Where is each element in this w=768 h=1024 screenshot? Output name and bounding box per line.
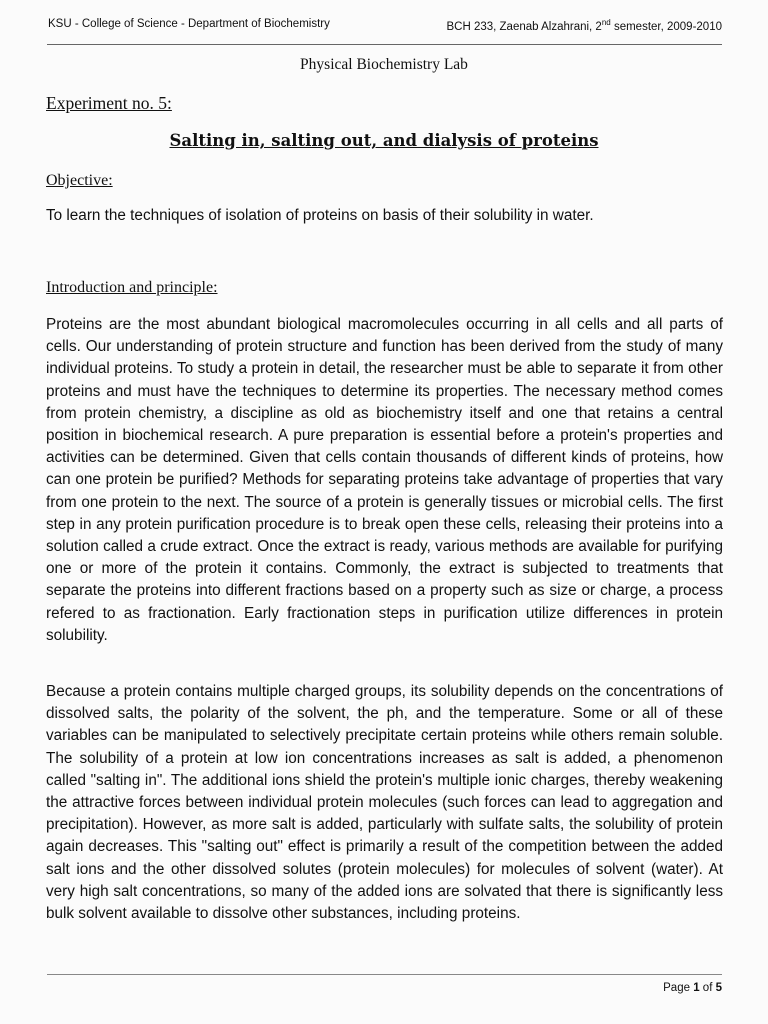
introduction-heading: Introduction and principle: xyxy=(46,279,218,296)
intro-paragraph-1: Proteins are the most abundant biological macromolecules occurring in all cells and all parts of cells. Our understanding of protein structure and function has been derived from the study of many individual proteins. To study a protein in detail, the researcher must be able to separate it from other proteins and must have the techniques to determine its properties. The necessary method comes from protein chemistry, a discipline as old as biochemistry itself and one that retains a central position in biochemical research. A pure preparation is essential before a protein's properties and activities can be determined. Given that cells contain thousands of different kinds of proteins, how can one protein be purified? Methods for separating proteins take advantage of properties that vary from one protein to the next. The source of a protein is generally tissues or microbial cells. The first step in any protein purification procedure is to break open these cells, releasing their proteins into a solution called a crude extract. Once the extract is ready, various methods are available for purifying one or more of the protein it contains. Commonly, the extract is subjected to treatments that separate the proteins into different fractions based on a property such as size or charge, a process refered to as fractionation. Early fractionation steps in purification utilize differences in protein solubility. xyxy=(46,316,723,644)
page-number xyxy=(663,982,722,994)
page-word: Page xyxy=(663,982,690,994)
page-current: 1 xyxy=(693,982,700,994)
experiment-number: Experiment no. 5: xyxy=(46,93,172,113)
page-of: of xyxy=(702,982,713,994)
header-right-course: BCH 233, Zaenab Alzahrani, 2 xyxy=(446,20,602,33)
header-right-semester: semester, 2009-2010 xyxy=(610,20,722,33)
objective-text: To learn the techniques of isolation of proteins on basis of their solubility in water. xyxy=(46,207,594,224)
objective-heading: Objective: xyxy=(46,172,113,189)
document-title: Salting in, salting out, and dialysis of proteins xyxy=(169,131,599,150)
header-left: KSU - College of Science - Department of Biochemistry xyxy=(48,18,330,30)
header-divider xyxy=(47,44,722,45)
header-right xyxy=(446,18,722,33)
lab-title: Physical Biochemistry Lab xyxy=(300,56,468,73)
page-total: 5 xyxy=(715,982,722,994)
running-header xyxy=(48,18,722,33)
intro-paragraph-2: Because a protein contains multiple charged groups, its solubility depends on the concentrations of dissolved salts, the polarity of the solvent, the ph, and the temperature. Some or all of these variables can be manipulated to selectively precipitate certain proteins while others remain soluble. The solubility of a protein at low ion concentrations increases as salt is added, a phenomenon called "salting in". The additional ions shield the protein's multiple ionic charges, thereby weakening the attractive forces between individual protein molecules (such forces can lead to aggregation and precipitation). However, as more salt is added, particularly with sulfate salts, the solubility of protein again decreases. This "salting out" effect is primarily a result of the competition between the added salt ions and the other dissolved solutes (protein molecules) for molecules of solvent (water). At very high salt concentrations, so many of the added ions are solvated that there is significantly less bulk solvent available to dissolve other substances, including proteins. xyxy=(46,683,723,923)
footer-divider xyxy=(47,974,722,975)
header-right-superscript: nd xyxy=(601,18,611,27)
